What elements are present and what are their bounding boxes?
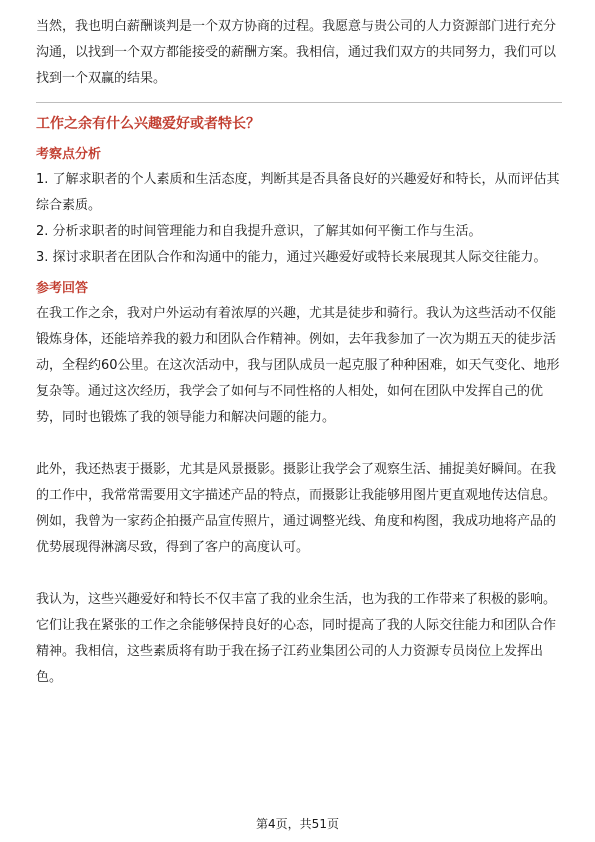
- intro-paragraph: 当然，我也明白薪酬谈判是一个双方协商的过程。我愿意与贵公司的人力资源部门进行充分沟通，以找到一个双方都能接受的薪酬方案。我相信，通过我们双方的共同努力，我们可以找到一个双赢的结果。: [36, 19, 557, 86]
- answer-paragraph: 在我工作之余，我对户外运动有着浓厚的兴趣，尤其是徒步和骑行。我认为这些活动不仅能锻炼身体，还能培养我的毅力和团队合作精神。例如，去年我参加了一次为期五天的徒步活动，全程约60公里。在这次活动中，我与团队成员一起克服了种种困难，如天气变化、地形复杂等。通过这次经历，我学会了如何与不同性格的人相处，如何在团队中发挥自己的优势，同时也锻炼了我的领导能力和解决问题的能力。: [36, 306, 560, 425]
- document-page: [36, 14, 562, 691]
- analysis-point: 2. 分析求职者的时间管理能力和自我提升意识，了解其如何平衡工作与生活。: [36, 224, 482, 239]
- answer-paragraph: 此外，我还热衷于摄影，尤其是风景摄影。摄影让我学会了观察生活、捕捉美好瞬间。在我的工作中，我常常需要用文字描述产品的特点，而摄影让我能够用图片更直观地传达信息。例如，我曾为一家药企拍摄产品宣传照片，通过调整光线、角度和构图，我成功地将产品的优势展现得淋漓尽致，得到了客户的高度认可。: [36, 462, 557, 555]
- analysis-point: 3. 探讨求职者在团队合作和沟通中的能力，通过兴趣爱好或特长来展现其人际交往能力。: [36, 250, 547, 265]
- question-title: 工作之余有什么兴趣爱好或者特长？: [36, 116, 260, 132]
- analysis-heading: 考察点分析: [36, 147, 102, 162]
- analysis-point: 1. 了解求职者的个人素质和生活态度，判断其是否具备良好的兴趣爱好和特长，从而评估其综合素质。: [36, 172, 560, 213]
- section-divider: [36, 102, 562, 103]
- answer-heading: 参考回答: [36, 281, 89, 296]
- answer-paragraph: 我认为，这些兴趣爱好和特长不仅丰富了我的业余生活，也为我的工作带来了积极的影响。它们让我在紧张的工作之余能够保持良好的心态，同时提高了我的人际交往能力和团队合作精神。我相信，这些素质将有助于我在扬子江药业集团公司的人力资源专员岗位上发挥出色。: [36, 592, 557, 685]
- page-number: 第4页，共51页: [256, 817, 339, 831]
